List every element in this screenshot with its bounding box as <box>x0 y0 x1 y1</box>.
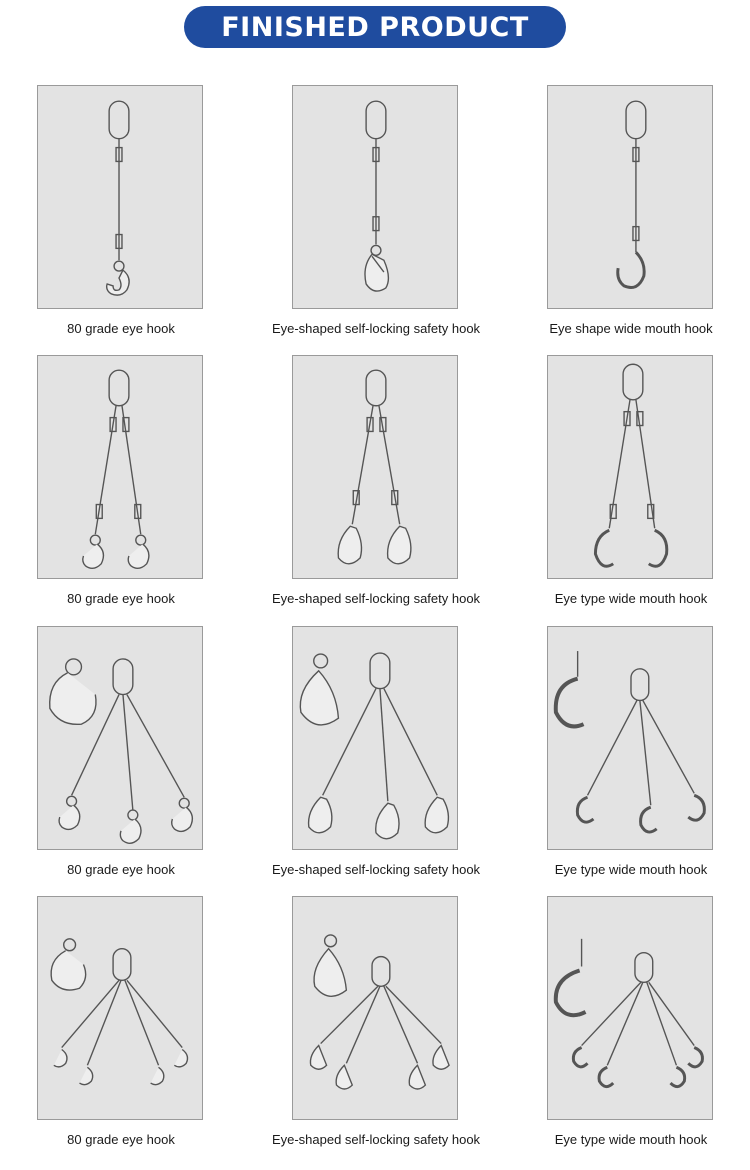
product-caption: Eye-shaped self-locking safety hook <box>271 591 481 606</box>
product-caption: 80 grade eye hook <box>67 862 175 877</box>
product-caption: Eye type wide mouth hook <box>554 862 708 877</box>
product-image-4leg-wide-mouth-hook <box>547 896 713 1120</box>
three-leg-wide-mouth-hook-sling-icon <box>548 627 712 849</box>
product-caption: Eye type wide mouth hook <box>554 591 708 606</box>
three-leg-eye-hook-sling-icon <box>38 627 202 849</box>
product-image-3leg-eye-hook <box>37 626 203 850</box>
four-leg-self-locking-hook-sling-icon <box>293 897 457 1119</box>
product-image-2leg-eye-hook <box>37 355 203 579</box>
product-image-1leg-eye-hook <box>37 85 203 309</box>
product-caption: Eye type wide mouth hook <box>554 1132 708 1147</box>
single-leg-eye-hook-sling-icon <box>38 86 202 308</box>
section-title-banner <box>184 6 566 48</box>
product-caption: Eye shape wide mouth hook <box>549 321 713 336</box>
two-leg-self-locking-hook-sling-icon <box>293 356 457 578</box>
four-leg-wide-mouth-hook-sling-icon <box>548 897 712 1119</box>
single-leg-wide-mouth-hook-sling-icon <box>548 86 712 308</box>
product-caption: 80 grade eye hook <box>67 1132 175 1147</box>
section-title: FINISHED PRODUCT <box>221 11 529 43</box>
product-caption: Eye-shaped self-locking safety hook <box>271 1132 481 1147</box>
product-image-2leg-wide-mouth-hook <box>547 355 713 579</box>
product-caption: Eye-shaped self-locking safety hook <box>271 862 481 877</box>
product-caption: Eye-shaped self-locking safety hook <box>271 321 481 336</box>
product-image-1leg-self-locking-hook <box>292 85 458 309</box>
product-image-3leg-self-locking-hook <box>292 626 458 850</box>
product-image-4leg-eye-hook <box>37 896 203 1120</box>
product-caption: 80 grade eye hook <box>67 591 175 606</box>
two-leg-eye-hook-sling-icon <box>38 356 202 578</box>
four-leg-eye-hook-sling-icon <box>38 897 202 1119</box>
product-image-4leg-self-locking-hook <box>292 896 458 1120</box>
product-image-1leg-wide-mouth-hook <box>547 85 713 309</box>
two-leg-wide-mouth-hook-sling-icon <box>548 356 712 578</box>
product-image-2leg-self-locking-hook <box>292 355 458 579</box>
three-leg-self-locking-hook-sling-icon <box>293 627 457 849</box>
product-image-3leg-wide-mouth-hook <box>547 626 713 850</box>
single-leg-self-locking-hook-sling-icon <box>293 86 457 308</box>
product-caption: 80 grade eye hook <box>67 321 175 336</box>
